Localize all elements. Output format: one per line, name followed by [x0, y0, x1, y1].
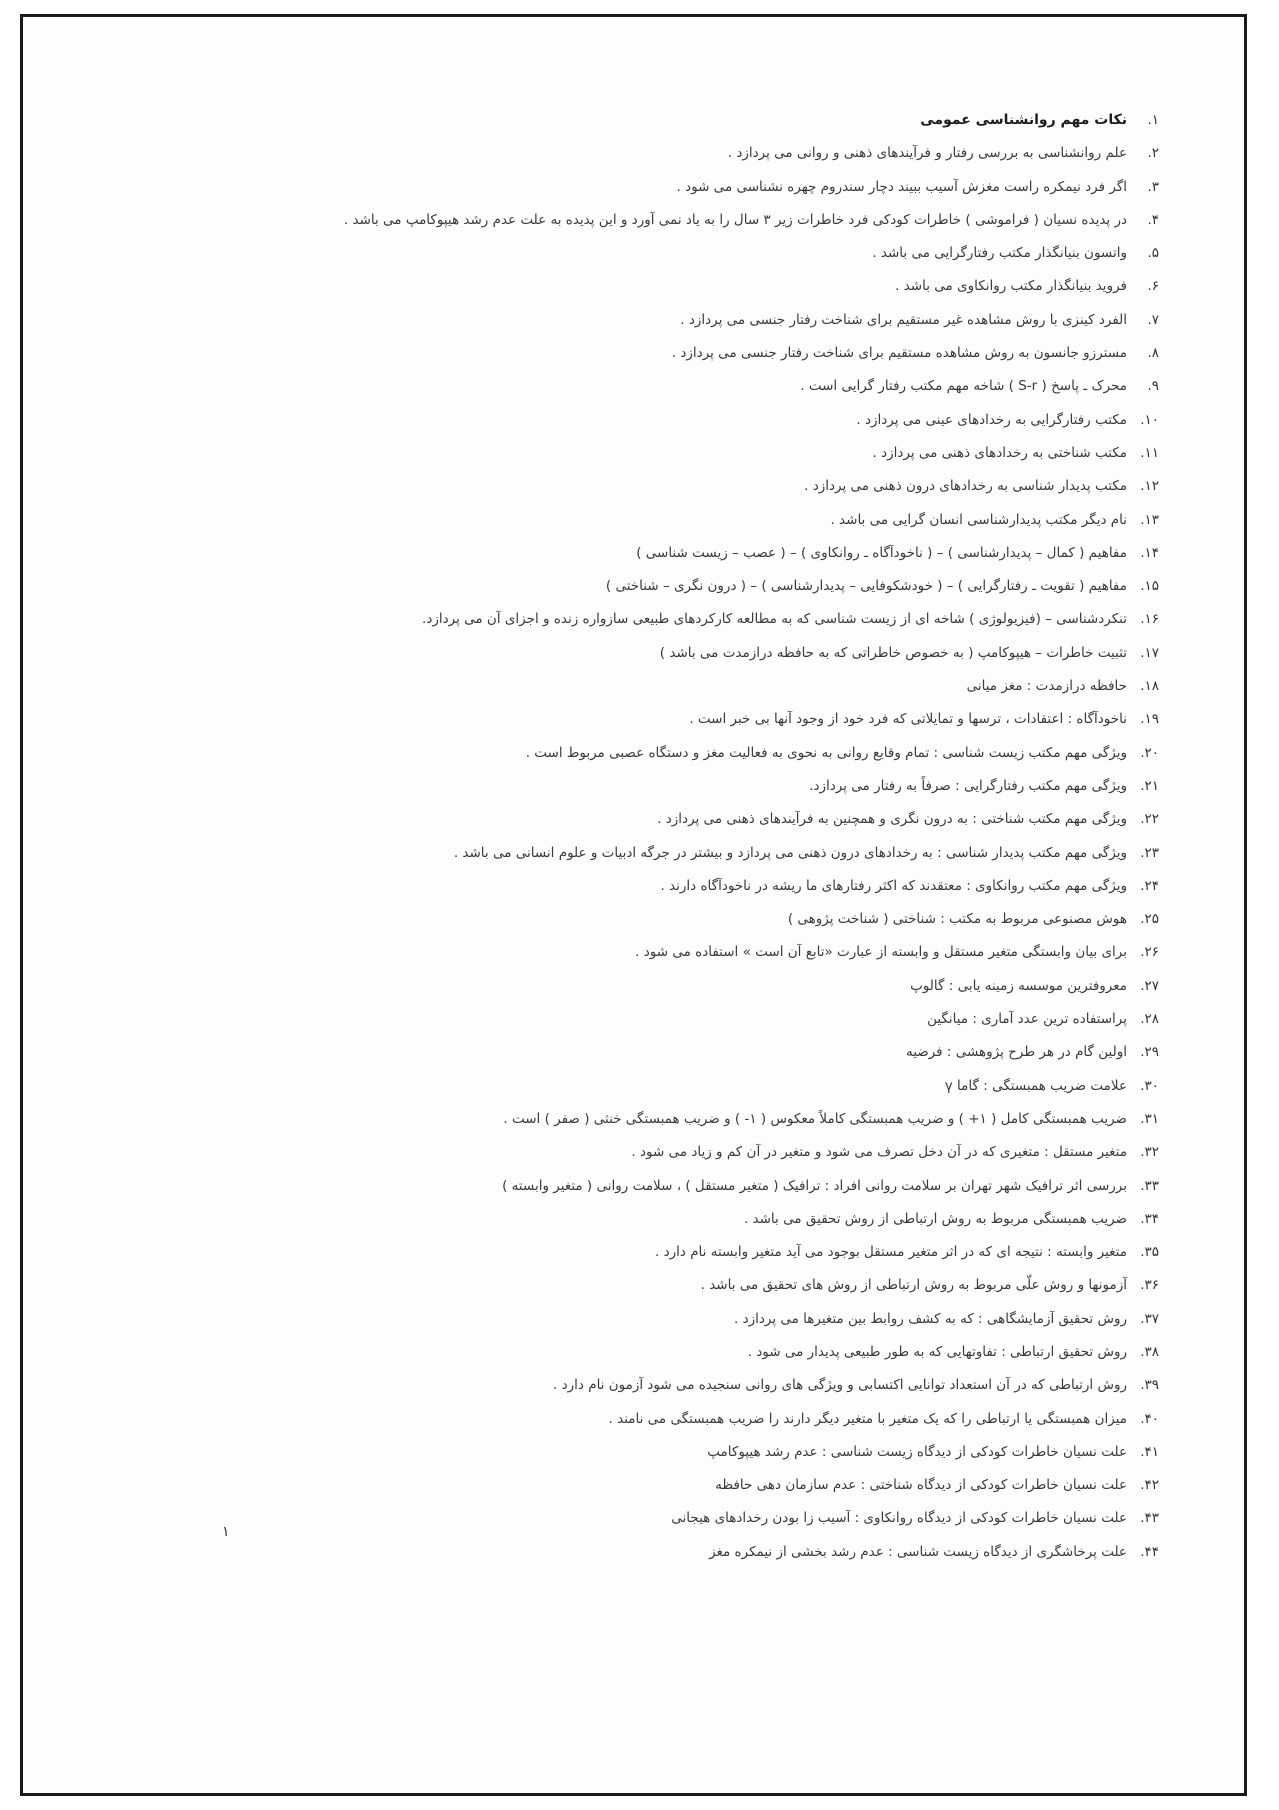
item-number: ۴.: [1147, 211, 1159, 228]
item-text: متغیر مستقل : متغیری که در آن دخل تصرف می شود و متغیر در آن کم و زیاد می شود .: [631, 1144, 1127, 1161]
item-text: مکتب شناختی به رخدادهای ذهنی می پردازد .: [872, 444, 1127, 461]
item-number: ۳۵.: [1140, 1244, 1159, 1261]
item-number: ۷.: [1147, 311, 1159, 328]
notes-list: [159, 104, 1159, 1569]
item-text: ضریب همبستگی مربوط به روش ارتباطی از روش تحقیق می باشد .: [743, 1210, 1127, 1227]
item-number: ۶.: [1147, 278, 1159, 295]
item-text: ویژگی مهم مکتب رفتارگرایی : صرفاً به رفتار می پردازد.: [809, 777, 1127, 794]
item-text: آزمونها و روش علّی مربوط به روش ارتباطی از روش های تحقیق می باشد .: [700, 1277, 1127, 1294]
item-number: ۴۰.: [1140, 1410, 1159, 1427]
item-number: ۹.: [1147, 378, 1159, 395]
list-item: [159, 870, 1159, 903]
item-text: برای بیان وابستگی متغیر مستقل و وابسته از عبارت «تابع آن است » استفاده می شود .: [635, 944, 1127, 961]
item-number: ۲۱.: [1140, 777, 1159, 794]
item-number: ۱۱.: [1140, 444, 1159, 461]
list-item: [159, 237, 1159, 270]
page-number: ۱: [222, 1524, 230, 1540]
item-number: ۱۲.: [1140, 478, 1159, 495]
item-text: الفرد کینزی با روش مشاهده غیر مستقیم برای شناخت رفتار جنسی می پردازد .: [680, 311, 1127, 328]
list-item: [159, 1203, 1159, 1236]
item-number: ۳۹.: [1140, 1377, 1159, 1394]
list-item: [159, 637, 1159, 670]
item-text: روش تحقیق ارتباطی : تفاوتهایی که به طور طبیعی پدیدار می شود .: [747, 1343, 1127, 1360]
list-item: [159, 1403, 1159, 1436]
list-item: [159, 370, 1159, 403]
item-text: علت نسیان خاطرات کودکی از دیدگاه شناختی : عدم سازمان دهی حافظه: [715, 1477, 1127, 1494]
item-number: ۴۲.: [1140, 1477, 1159, 1494]
list-item: [159, 1003, 1159, 1036]
list-item: [159, 1103, 1159, 1136]
list-item: [159, 1336, 1159, 1369]
list-item: [159, 437, 1159, 470]
list-item: [159, 703, 1159, 736]
item-number: ۸.: [1147, 345, 1159, 362]
item-number: ۴۱.: [1140, 1443, 1159, 1460]
list-item: [159, 570, 1159, 603]
list-item: [159, 1469, 1159, 1502]
item-number: ۲۰.: [1140, 744, 1159, 761]
item-text: علت پرخاشگری از دیدگاه زیست شناسی : عدم رشد بخشی از نیمکره مغز: [709, 1543, 1127, 1560]
item-text: بررسی اثر ترافیک شهر تهران بر سلامت روانی افراد : ترافیک ( متغیر مستقل ) ، سلامت روانی ( متغیر وابسته ): [502, 1177, 1127, 1194]
item-number: ۱۰.: [1140, 411, 1159, 428]
item-text: مفاهیم ( تقویت ـ رفتارگرایی ) – ( خودشکوفایی – پدیدارشناسی ) – ( درون نگری – شناختی ): [605, 578, 1127, 595]
list-item: [159, 1303, 1159, 1336]
item-text: مکتب پدیدار شناسی به رخدادهای درون ذهنی می پردازد .: [804, 478, 1127, 495]
item-number: ۲۵.: [1140, 911, 1159, 928]
item-number: ۱۷.: [1140, 644, 1159, 661]
list-item: [159, 770, 1159, 803]
list-item: [159, 204, 1159, 237]
item-text: میزان همبستگی یا ارتباطی را که یک متغیر با متغیر دیگر دارند را ضریب همبستگی می نامند .: [608, 1410, 1127, 1427]
list-item: [159, 1269, 1159, 1302]
item-text: علامت ضریب همبستگی : گاما γ: [944, 1077, 1127, 1094]
item-number: ۴۴.: [1140, 1543, 1159, 1560]
list-item: [159, 171, 1159, 204]
document-title: [159, 104, 1159, 137]
item-number: ۱۹.: [1140, 711, 1159, 728]
list-item: [159, 1502, 1159, 1535]
list-item: [159, 903, 1159, 936]
list-item: [159, 537, 1159, 570]
list-item: [159, 737, 1159, 770]
item-text: روش ارتباطی که در آن استعداد توانایی اکتسابی و ویژگی های روانی سنجیده می شود آزمون نام دارد .: [553, 1377, 1127, 1394]
item-number: ۳۷.: [1140, 1310, 1159, 1327]
list-item: [159, 470, 1159, 503]
list-item: [159, 1536, 1159, 1569]
item-text: نام دیگر مکتب پدیدارشناسی انسان گرایی می باشد .: [830, 511, 1127, 528]
item-number: ۵.: [1147, 245, 1159, 262]
list-item: [159, 404, 1159, 437]
item-text: علت نسیان خاطرات کودکی از دیدگاه زیست شناسی : عدم رشد هیپوکامپ: [707, 1443, 1127, 1460]
item-number: ۳۰.: [1140, 1077, 1159, 1094]
item-number: ۲۲.: [1140, 811, 1159, 828]
item-number: ۲۶.: [1140, 944, 1159, 961]
list-item: [159, 337, 1159, 370]
item-number: ۱۸.: [1140, 678, 1159, 695]
list-item: [159, 1136, 1159, 1169]
item-text: ویژگی مهم مکتب پدیدار شناسی : به رخدادهای درون ذهنی می پردازد و بیشتر در جرگه ادبیات و علوم انسانی می باشد .: [453, 844, 1127, 861]
item-number: ۳۲.: [1140, 1144, 1159, 1161]
item-number: ۱۵.: [1140, 578, 1159, 595]
list-item: [159, 137, 1159, 170]
item-text: حافظه درازمدت : مغز میانی: [966, 678, 1127, 695]
item-number: ۲۴.: [1140, 877, 1159, 894]
item-number: ۲۹.: [1140, 1044, 1159, 1061]
item-text: مسترزو جانسون به روش مشاهده مستقیم برای شناخت رفتار جنسی می پردازد .: [671, 345, 1127, 362]
item-text: متغیر وابسته : نتیجه ای که در اثر متغیر مستقل بوجود می آید متغیر وابسته نام دارد .: [655, 1244, 1127, 1261]
item-text: مفاهیم ( کمال – پدیدارشناسی ) – ( ناخودآگاه ـ روانکاوی ) – ( عصب – زیست شناسی ): [636, 544, 1127, 561]
item-text: واتسون بنیانگذار مکتب رفتارگرایی می باشد .: [872, 245, 1127, 262]
item-text: فروید بنیانگذار مکتب روانکاوی می باشد .: [895, 278, 1127, 295]
list-item: [159, 1170, 1159, 1203]
item-text: ویژگی مهم مکتب زیست شناسی : تمام وقایع روانی به نحوی به فعالیت مغز و دستگاه عصبی مربوط است .: [525, 744, 1127, 761]
list-item: [159, 1436, 1159, 1469]
item-number: ۳۳.: [1140, 1177, 1159, 1194]
item-text: اگر فرد نیمکره راست مغزش آسیب ببیند دچار سندروم چهره نشناسی می شود .: [676, 178, 1127, 195]
list-item: [159, 603, 1159, 636]
item-text: پراستفاده ترین عدد آماری : میانگین: [927, 1011, 1127, 1028]
item-number: ۳۶.: [1140, 1277, 1159, 1294]
list-item: [159, 670, 1159, 703]
item-text: در پدیده نسیان ( فراموشی ) خاطرات کودکی فرد خاطرات زیر ۳ سال را به یاد نمی آورد و این پدیده به علت عدم رشد هیپوکامپ می باشد .: [343, 211, 1127, 228]
item-text: روش تحقیق آزمایشگاهی : که به کشف روابط بین متغیرها می پردازد .: [734, 1310, 1127, 1327]
list-item: [159, 803, 1159, 836]
item-text: تنکردشناسی – (فیزیولوژی ) شاخه ای از زیست شناسی که به مطالعه کارکردهای طبیعی سازواره زنده و اجزای آن می پردازد.: [422, 611, 1127, 628]
list-item: [159, 304, 1159, 337]
item-text: علم روانشناسی به بررسی رفتار و فرآیندهای ذهنی و روانی می پردازد .: [727, 145, 1127, 162]
item-number: ۴۳.: [1140, 1510, 1159, 1527]
item-number: ۲.: [1147, 145, 1159, 162]
item-number: ۲۳.: [1140, 844, 1159, 861]
item-text: مکتب رفتارگرایی به رخدادهای عینی می پردازد .: [856, 411, 1127, 428]
item-text: ضریب همبستگی کامل ( ۱+ ) و ضریب همبستگی کاملاً معکوس ( ۱- ) و ضریب همبستگی خنثی ( صفر ) است .: [503, 1110, 1127, 1127]
item-number: ۱۳.: [1140, 511, 1159, 528]
item-text: محرک ـ پاسخ ( S-r ) شاخه مهم مکتب رفتار گرایی است .: [800, 378, 1127, 395]
list-item: [159, 504, 1159, 537]
item-text: معروفترین موسسه زمینه یابی : گالوپ: [910, 977, 1127, 994]
item-number: ۳۸.: [1140, 1343, 1159, 1360]
list-item: [159, 1236, 1159, 1269]
item-number: ۱۴.: [1140, 544, 1159, 561]
list-item: [159, 1070, 1159, 1103]
list-item: [159, 970, 1159, 1003]
item-text: ناخودآگاه : اعتقادات ، ترسها و تمایلاتی که فرد خود از وجود آنها بی خبر است .: [689, 711, 1127, 728]
item-number: ۱۶.: [1140, 611, 1159, 628]
list-item: [159, 837, 1159, 870]
list-item: [159, 936, 1159, 969]
item-text: نکات مهم روانشناسی عمومی: [920, 112, 1127, 128]
item-number: ۳.: [1147, 178, 1159, 195]
item-text: اولین گام در هر طرح پژوهشی : فرضیه: [905, 1044, 1127, 1061]
list-item: [159, 1369, 1159, 1402]
item-number: ۲۸.: [1140, 1011, 1159, 1028]
list-item: [159, 270, 1159, 303]
item-text: تثبیت خاطرات – هیپوکامپ ( به خصوص خاطراتی که به حافظه درازمدت می باشد ): [659, 644, 1127, 661]
item-number: ۳۴.: [1140, 1210, 1159, 1227]
item-number: ۳۱.: [1140, 1110, 1159, 1127]
item-text: علت نسیان خاطرات کودکی از دیدگاه روانکاوی : آسیب زا بودن رخدادهای هیجانی: [671, 1510, 1127, 1527]
item-text: ویژگی مهم مکتب روانکاوی : معتقدند که اکثر رفتارهای ما ریشه در ناخودآگاه دارند .: [660, 877, 1127, 894]
item-text: ویژگی مهم مکتب شناختی : به درون نگری و همچنین به فرآیندهای ذهنی می پردازد .: [657, 811, 1127, 828]
item-number: ۱.: [1147, 112, 1159, 128]
list-item: [159, 1036, 1159, 1069]
item-number: ۲۷.: [1140, 977, 1159, 994]
item-text: هوش مصنوعی مربوط به مکتب : شناختی ( شناخت پژوهی ): [787, 911, 1127, 928]
